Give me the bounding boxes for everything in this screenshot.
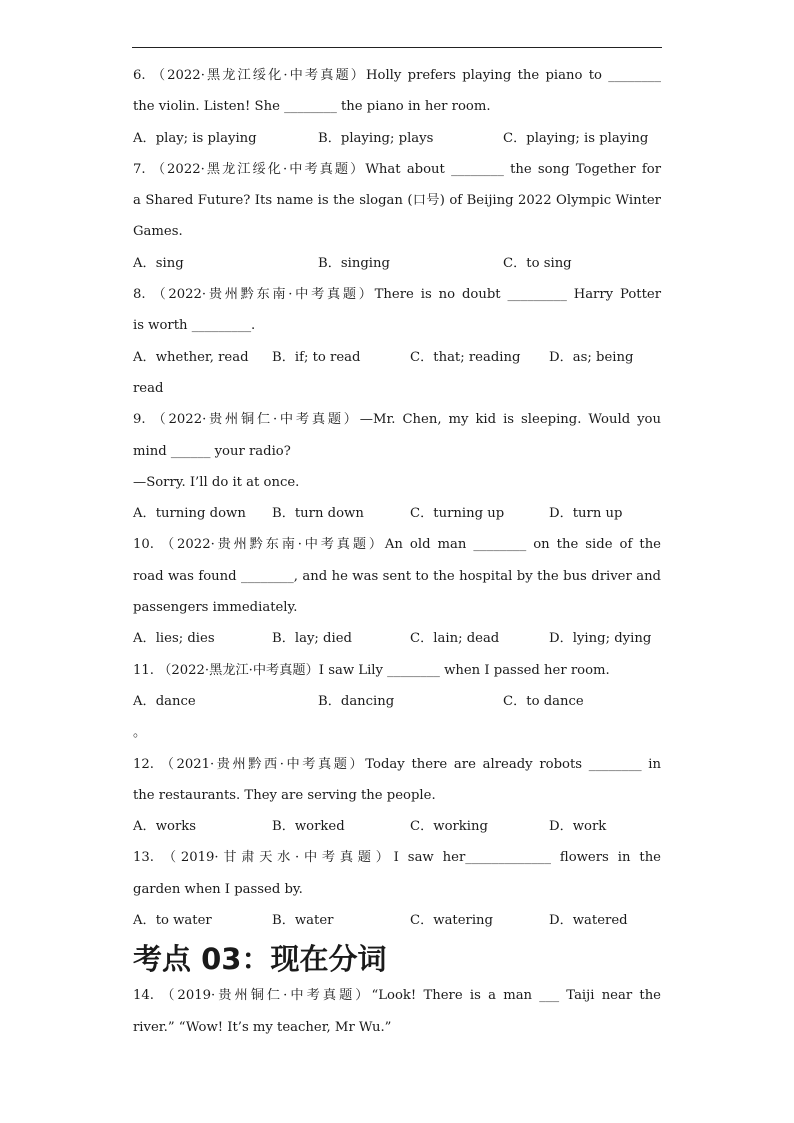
option-c: C．to dance [503,693,584,709]
question-10-line-2: road was found ________, and he was sent to the hospital by the bus driver and [133,568,661,584]
question-6-line-1: 6. （2022·黑龙江绥化·中考真题）Holly prefers playing the piano to ________ [133,68,661,83]
option-c: C．watering [410,913,493,929]
option-a: A．play; is playing [133,130,257,146]
option-b: B．water [272,913,334,929]
option-b: B．dancing [318,693,395,709]
question-7-options [133,248,661,279]
question-8-option-wrap: read [133,380,164,396]
question-14-line-2: river.” “Wow! It’s my teacher, Mr Wu.” [133,1019,392,1035]
question-11-trailing-mark: 。 [133,725,147,741]
question-12-line-2: the restaurants. They are serving the people. [133,787,436,803]
question-11-options [133,686,661,717]
question-8-line-2: is worth _________. [133,318,256,334]
question-7-line-2: a Shared Future? Its name is the slogan (口号) of Beijing 2022 Olympic Winter [133,193,661,209]
option-d: D．lying; dying [549,631,652,647]
question-13-line-2: garden when I passed by. [133,881,303,897]
question-12-options [133,811,661,842]
question-13-line-1: 13. （2019·甘肃天水·中考真题）I saw her_____________ flowers in the [133,850,661,866]
question-13-options [133,905,661,936]
option-d: D．turn up [549,506,623,522]
question-7-line-3: Games. [133,224,183,240]
question-11-line-1: 11. （2022·黑龙江·中考真题）I saw Lily ________ when I passed her room. [133,662,610,678]
question-10-options [133,623,661,654]
question-6-options [133,123,661,154]
question-7-line-1: 7. （2022·黑龙江绥化·中考真题）What about ________ the song Together for [133,161,661,177]
option-b: B．playing; plays [318,130,434,146]
header-rule [132,47,662,48]
question-9-options [133,498,661,529]
option-c: C．that; reading [410,349,521,365]
option-a: A．dance [133,693,196,709]
option-c: C．working [410,819,488,835]
option-d: D．watered [549,913,628,929]
option-a: A．lies; dies [133,631,215,647]
question-9-line-1: 9. （2022·贵州铜仁·中考真题）—Mr. Chen, my kid is sleeping. Would you [133,412,661,428]
option-d: D．work [549,819,607,835]
option-a: A．to water [133,913,212,929]
option-c: C．playing; is playing [503,130,649,146]
question-10-line-3: passengers immediately. [133,600,298,616]
section-heading: 考点 03：现在分词 [133,942,387,977]
option-b: B．turn down [272,506,364,522]
question-list [133,60,661,1043]
option-c: C．to sing [503,255,572,271]
option-a: A．sing [133,255,184,271]
option-b: B．lay; died [272,631,352,647]
option-b: B．worked [272,819,345,835]
option-b: B．singing [318,255,390,271]
option-a: A．works [133,819,197,835]
question-14-line-1: 14. （2019·贵州铜仁·中考真题）“Look! There is a man ___ Taiji near the [133,988,661,1004]
question-9-line-2: mind ______ your radio? [133,443,291,459]
question-8-line-1: 8. （2022·贵州黔东南·中考真题）There is no doubt _________ Harry Potter [133,287,661,303]
question-8-options [133,342,661,373]
question-10-line-1: 10. （2022·贵州黔东南·中考真题）An old man ________ on the side of the [133,537,661,553]
option-c: C．lain; dead [410,631,500,647]
option-d: D．as; being [549,349,634,365]
question-9-line-3: —Sorry. I’ll do it at once. [133,474,300,490]
question-6-line-2: the violin. Listen! She ________ the piano in her room. [133,99,491,115]
option-a: A．turning down [133,506,246,522]
option-b: B．if; to read [272,349,361,365]
option-a: A．whether, read [133,349,249,365]
question-12-line-1: 12. （2021·贵州黔西·中考真题）Today there are already robots ________ in [133,756,661,772]
option-c: C．turning up [410,506,505,522]
